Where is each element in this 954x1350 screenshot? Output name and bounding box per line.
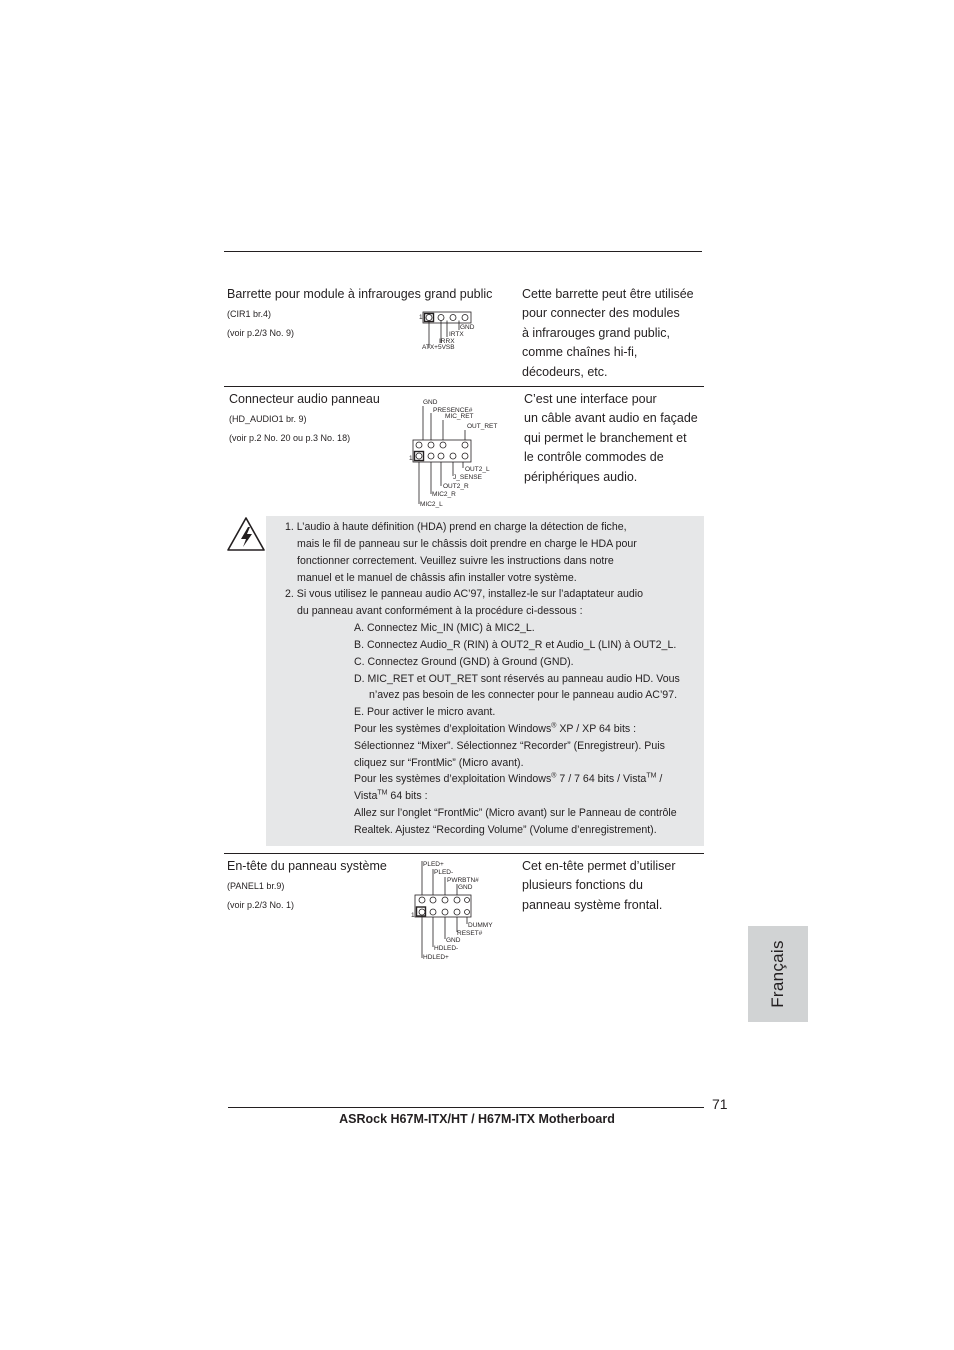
panel-pin-pled-minus: PLED- xyxy=(434,869,454,876)
note-line: du panneau avant conformément à la procédure ci-dessous : xyxy=(297,605,583,617)
panel-pin-gnd-top: GND xyxy=(458,884,473,891)
panel-pin-pled-plus: PLED+ xyxy=(423,861,444,868)
audio-header-diagram xyxy=(406,394,506,512)
note-line: cliquez sur “FrontMic” (Micro avant). xyxy=(354,757,524,769)
audio-description: C’est une interface pour un câble avant audio en façade qui permet le branchement et le contrôle commodes de périphériques audio. xyxy=(524,392,698,484)
audio-ref: (HD_AUDIO1 br. 9) xyxy=(229,414,307,424)
audio-pin-mic2-l: MIC2_L xyxy=(420,501,443,508)
note-line: 2. Si vous utilisez le panneau audio AC’97, installez-le sur l’adaptateur audio xyxy=(285,588,644,600)
panel-see: (voir p.2/3 No. 1) xyxy=(227,900,295,910)
panel-ref: (PANEL1 br.9) xyxy=(227,881,285,891)
audio-pin-out2-r: OUT2_R xyxy=(443,483,469,490)
cir-see: (voir p.2/3 No. 9) xyxy=(227,328,295,338)
note-line: Sélectionnez “Mixer”. Sélectionnez “Recorder” (Enregistreur). Puis xyxy=(354,740,665,752)
audio-pin-presence: PRESENCE# xyxy=(433,407,473,414)
note-line: manuel et le manuel de châssis afin installer votre système. xyxy=(297,572,577,584)
note-line: E. Pour activer le micro avant. xyxy=(354,706,496,718)
note-line: 1. L’audio à haute définition (HDA) prend en charge la détection de fiche, xyxy=(285,521,627,533)
footer-title: ASRock H67M-ITX/HT / H67M-ITX Motherboard xyxy=(339,1112,615,1126)
note-windows-7-line: Pour les systèmes d’exploitation Windows® 7 / 7 64 bits / Vista™ / xyxy=(354,772,663,785)
divider-2 xyxy=(224,853,704,854)
panel-pin-reset: RESET# xyxy=(457,930,483,937)
panel-description: Cet en-tête permet d’utiliser plusieurs fonctions du panneau système frontal. xyxy=(522,859,676,912)
cir-pin-gnd: GND xyxy=(460,324,475,331)
cir-pin-5vsb: ATX+5VSB xyxy=(422,344,455,351)
audio-pin-j-sense: J_SENSE xyxy=(453,474,482,481)
panel-title: En-tête du panneau système xyxy=(227,859,387,873)
panel-pin1-marker: 1 xyxy=(411,912,415,919)
cir-pin1-marker: 1 xyxy=(419,314,423,321)
note-line: D. MIC_RET et OUT_RET sont réservés au panneau audio HD. Vous xyxy=(354,673,680,685)
panel-pin-hdled-plus: HDLED+ xyxy=(423,954,449,961)
audio-pin-out2-l: OUT2_L xyxy=(465,466,490,473)
footer-rule xyxy=(228,1107,704,1108)
cir-title: Barrette pour module à infrarouges grand public xyxy=(227,287,493,301)
cir-pin-irrx: IRRX xyxy=(439,338,455,345)
audio-see: (voir p.2 No. 20 ou p.3 No. 18) xyxy=(229,433,351,443)
note-line: C. Connectez Ground (GND) à Ground (GND). xyxy=(354,656,574,668)
language-tab xyxy=(748,926,808,1022)
note-line: n’avez pas besoin de les connecter pour le panneau audio AC’97. xyxy=(369,689,678,701)
note-line: B. Connectez Audio_R (RIN) à OUT2_R et Audio_L (LIN) à OUT2_L. xyxy=(354,639,677,651)
note-line: mais le fil de panneau sur le châssis doit prendre en charge le HDA pour xyxy=(297,538,637,550)
note-line: A. Connectez Mic_IN (MIC) à MIC2_L. xyxy=(354,622,535,634)
cir-ref: (CIR1 br.4) xyxy=(227,309,272,319)
cir-description: Cette barrette peut être utilisée pour connecter des modules à infrarouges grand public, comme chaînes hi-fi, décodeurs, etc. xyxy=(522,287,694,379)
panel-pin-hdled-minus: HDLED- xyxy=(434,945,459,952)
audio-title: Connecteur audio panneau xyxy=(229,392,380,406)
audio-pin-gnd: GND xyxy=(423,399,438,406)
cir-header-diagram xyxy=(416,308,486,354)
divider-1 xyxy=(224,386,704,387)
page-number: 71 xyxy=(712,1096,728,1112)
warning-icon xyxy=(226,516,266,554)
panel-pin-pwrbtn: PWRBTN# xyxy=(447,877,479,884)
audio-pin-mic-ret: MIC_RET xyxy=(445,413,474,420)
audio-pin-out-ret: OUT_RET xyxy=(467,423,498,430)
panel-pin-gnd-bottom: GND xyxy=(446,937,461,944)
note-windows-xp-line: Pour les systèmes d’exploitation Windows® XP / XP 64 bits : xyxy=(354,722,637,735)
panel-header-diagram xyxy=(408,858,504,964)
audio-pin-mic2-r: MIC2_R xyxy=(432,491,456,498)
cir-pin-irtx: IRTX xyxy=(449,331,464,338)
note-line: Realtek. Ajustez “Recording Volume” (Volume d’enregistrement). xyxy=(354,824,657,836)
panel-pin-dummy: DUMMY xyxy=(468,922,493,929)
language-tab-label: Français xyxy=(768,940,787,1008)
top-divider xyxy=(224,251,702,252)
note-line: Allez sur l’onglet “FrontMic” (Micro avant) sur le Panneau de contrôle xyxy=(354,807,677,819)
note-vista-line: Vista™ 64 bits : xyxy=(354,789,428,802)
note-line: fonctionner correctement. Veuillez suivre les instructions dans notre xyxy=(297,555,614,567)
audio-pin1-marker: 1 xyxy=(409,455,413,462)
